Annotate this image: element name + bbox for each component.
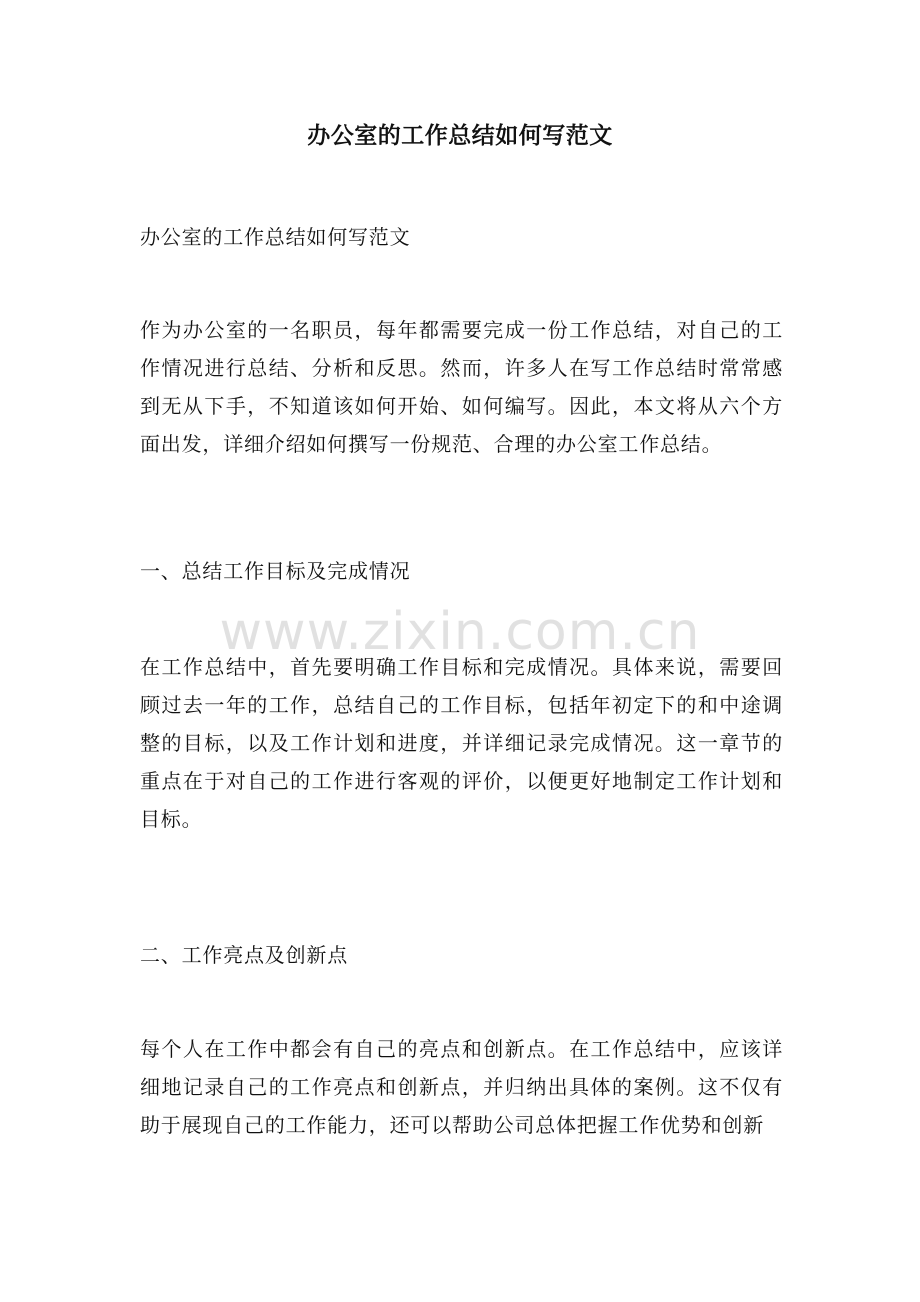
document-title: 办公室的工作总结如何写范文 (307, 122, 613, 149)
section-body-1: 在工作总结中，首先要明确工作目标和完成情况。具体来说，需要回顾过去一年的工作，总结自己的工作目标，包括年初定下的和中途调整的目标，以及工作计划和进度，并详细记录完成情况。这一章节的重点在于对自己的工作进行客观的评价，以便更好地制定工作计划和目标。 (140, 655, 783, 831)
section-body-2: 每个人在工作中都会有自己的亮点和创新点。在工作总结中，应该详细地记录自己的工作亮点和创新点，并归纳出具体的案例。这不仅有助于展现自己的工作能力，还可以帮助公司总体把握工作优势和创新 (140, 1037, 783, 1137)
section-heading-2: 二、工作亮点及创新点 (140, 943, 348, 967)
document-subtitle: 办公室的工作总结如何写范文 (140, 225, 411, 249)
watermark: www.zixin.com.cn (219, 602, 701, 662)
intro-paragraph: 作为办公室的一名职员，每年都需要完成一份工作总结，对自己的工作情况进行总结、分析和反思。然而，许多人在写工作总结时常常感到无从下手，不知道该如何开始、如何编写。因此，本文将从六个方面出发，详细介绍如何撰写一份规范、合理的办公室工作总结。 (140, 318, 783, 456)
section-heading-1: 一、总结工作目标及完成情况 (140, 559, 411, 583)
